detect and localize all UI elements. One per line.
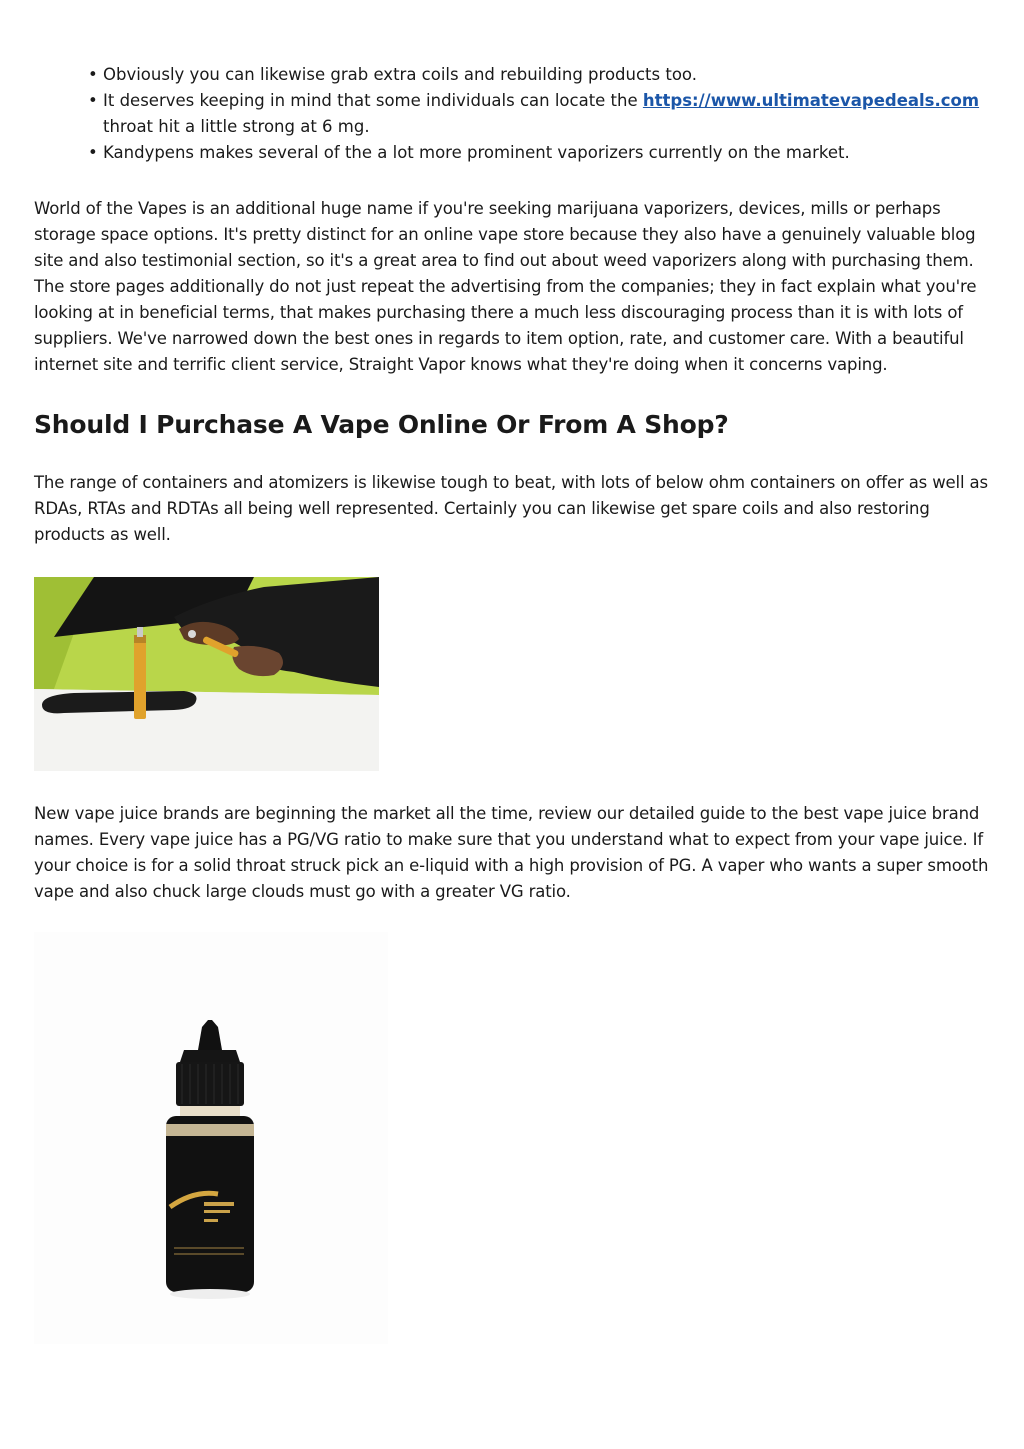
list-item — [88, 140, 994, 166]
paragraph-vape-juice: New vape juice brands are beginning the market all the time, review our detailed guide to the best vape juice brand names. Every vape juice has a PG/VG ratio to make sure that you understand what to expect from your vape juice. If your choice is for a solid throat struck pick an e-liquid with a high provision of PG. A vaper who wants a super smooth vape and also chuck large clouds must go with a greater VG ratio. — [34, 804, 989, 901]
bullet-dot: • — [88, 65, 98, 84]
section-heading: Should I Purchase A Vape Online Or From A Shop? — [34, 410, 729, 439]
list-item-text: throat hit a little strong at 6 mg. — [103, 117, 370, 136]
bullet-dot: • — [88, 91, 98, 110]
paragraph-world-of-vapes: World of the Vapes is an additional huge name if you're seeking marijuana vaporizers, devices, mills or perhaps storage space options. It's pretty distinct for an online vape store because they also have a genuinely valuable blog site and also testimonial section, so it's a great area to find out about weed vaporizers along with purchasing them. The store pages additionally do not just repeat the advertising from the companies; they in fact explain what you're looking at in beneficial terms, that makes purchasing there a much less discouraging process than it is with lots of suppliers. We've narrowed down the best ones in regards to item option, rate, and customer care. With a beautiful internet site and terrific client service, Straight Vapor knows what they're doing when it concerns vaping. — [34, 199, 977, 374]
e-liquid-bottle-photo — [34, 932, 388, 1344]
bullet-list — [34, 62, 994, 166]
list-item-text: It deserves keeping in mind that some individuals can locate the — [103, 91, 643, 110]
list-item-text: Kandypens makes several of the a lot more prominent vaporizers currently on the market. — [103, 143, 850, 162]
list-item — [88, 62, 994, 88]
ultimatevapedeals-link[interactable]: https://www.ultimatevapedeals.com — [642, 91, 980, 110]
paragraph-containers: The range of containers and atomizers is likewise tough to beat, with lots of below ohm containers on offer as well as RDAs, RTAs and RDTAs all being well represented. Certainly you can likewise get spare coils and also restoring products as well. — [34, 473, 988, 544]
list-item — [88, 88, 994, 140]
vape-pen-photo — [34, 577, 994, 771]
bullet-dot: • — [88, 143, 98, 162]
document-page — [34, 62, 994, 1344]
list-item-text: Obviously you can likewise grab extra coils and rebuilding products too. — [103, 65, 697, 84]
